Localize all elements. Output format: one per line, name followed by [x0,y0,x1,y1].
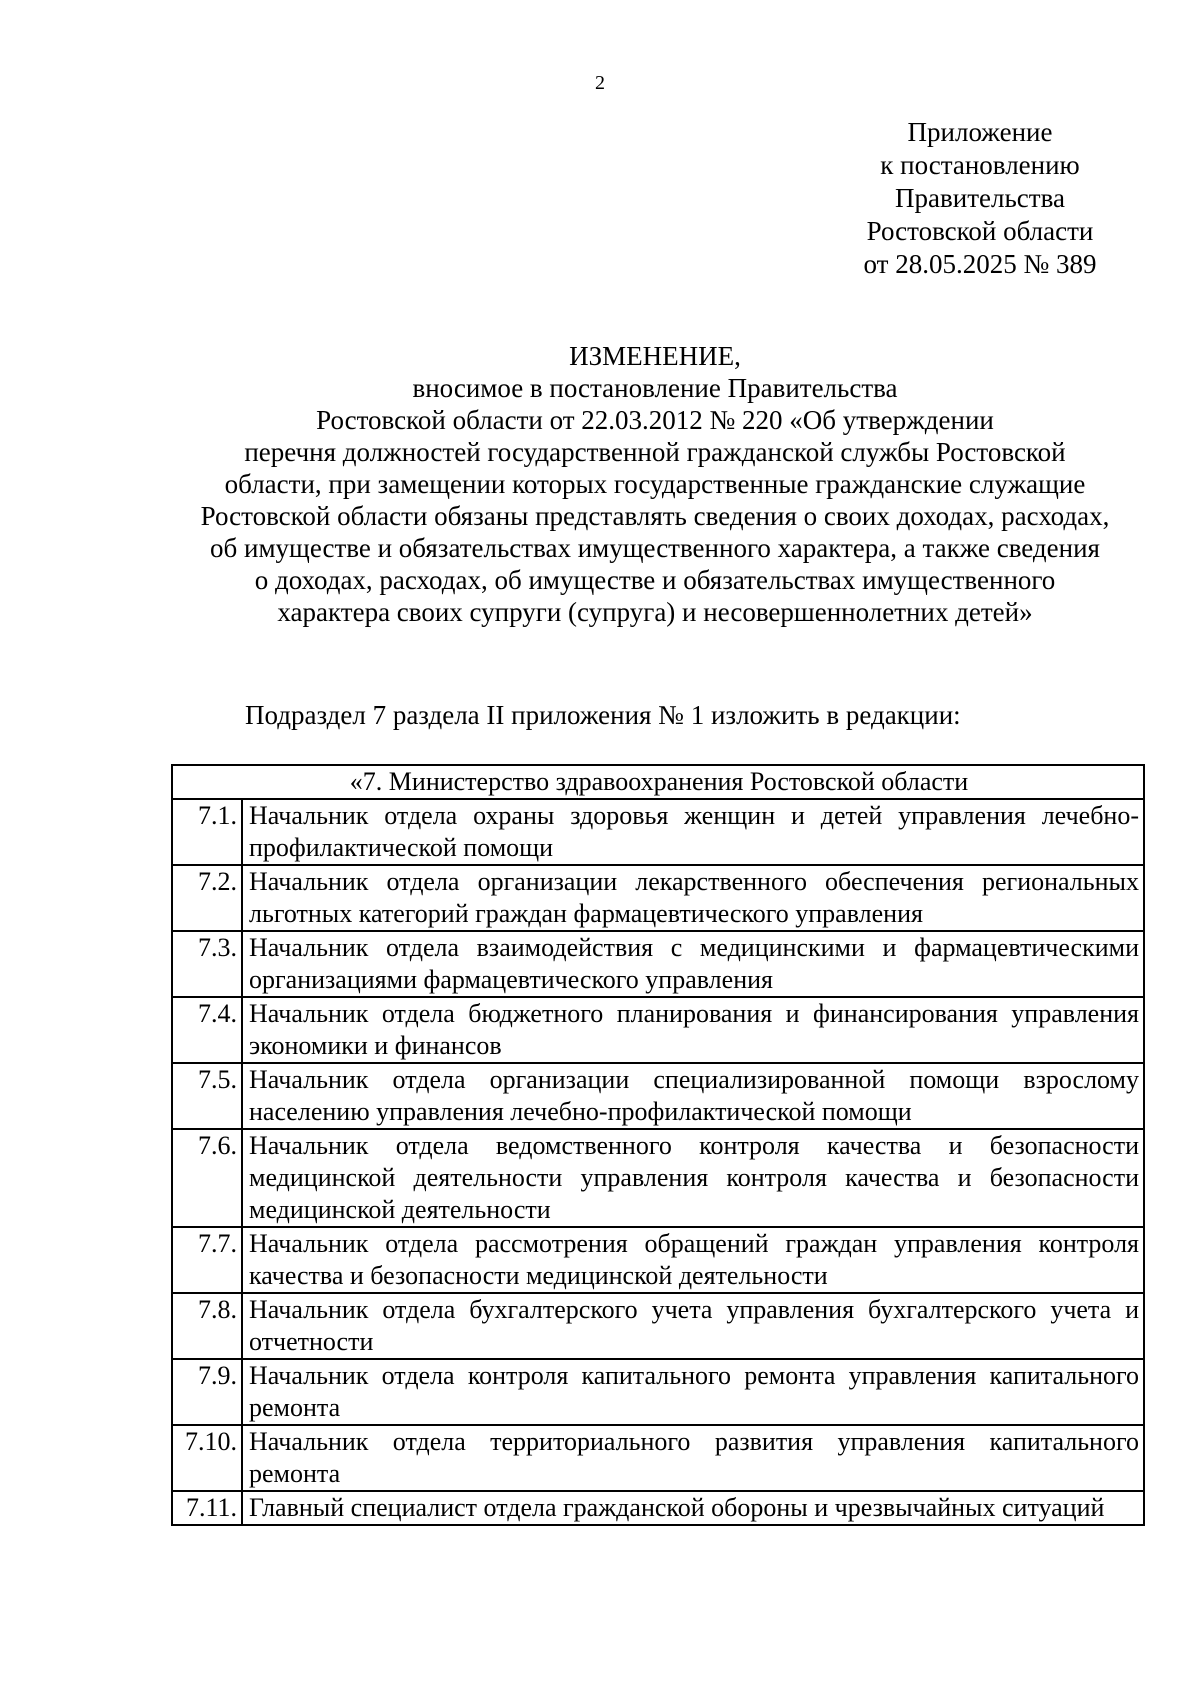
row-number: 7.11. [172,1491,242,1525]
row-number: 7.5. [172,1063,242,1129]
table-row [172,1293,1144,1359]
table-title-row [172,765,1144,799]
row-number: 7.8. [172,1293,242,1359]
row-text: Начальник отдела организации лекарственного обеспечения региональных льготных категорий граждан фармацевтического управления [242,865,1144,931]
row-number: 7.4. [172,997,242,1063]
heading-title: ИЗМЕНЕНИЕ, [569,341,741,371]
row-text: Начальник отдела бухгалтерского учета управления бухгалтерского учета и отчетности [242,1293,1144,1359]
appendix-line: Приложение [907,117,1053,147]
heading-line: вносимое в постановление Правительства [412,373,898,403]
row-number: 7.2. [172,865,242,931]
row-text: Начальник отдела охраны здоровья женщин и детей управления лечебно-профилактической помощи [242,799,1144,865]
heading-line: о доходах, расходах, об имуществе и обязательствах имущественного [254,565,1056,595]
table-row [172,1359,1144,1425]
table-row [172,1129,1144,1227]
row-number: 7.7. [172,1227,242,1293]
appendix-line: к постановлению [880,150,1080,180]
table-row [172,799,1144,865]
appendix-block [835,116,1125,281]
heading-line: об имуществе и обязательствах имущественного характера, а также сведения [210,533,1100,563]
intro-paragraph: Подраздел 7 раздела II приложения № 1 изложить в редакции: [245,700,961,730]
table-row [172,997,1144,1063]
table-title: «7. Министерство здравоохранения Ростовской области [172,765,1144,799]
page-number: 2 [595,72,605,94]
positions-table [171,764,1145,1526]
row-text: Начальник отдела территориального развития управления капитального ремонта [242,1425,1144,1491]
appendix-line: от 28.05.2025 № 389 [863,249,1097,279]
appendix-line: Правительства [895,183,1065,213]
row-text: Начальник отдела взаимодействия с медицинскими и фармацевтическими организациями фармацевтического управления [242,931,1144,997]
table-row [172,1063,1144,1129]
table-row [172,931,1144,997]
heading-line: характера своих супруги (супруга) и несовершеннолетних детей» [277,597,1033,627]
heading-line: Ростовской области обязаны представлять сведения о своих доходах, расходах, [200,501,1110,531]
row-number: 7.6. [172,1129,242,1227]
row-number: 7.9. [172,1359,242,1425]
row-number: 7.10. [172,1425,242,1491]
table-row [172,1227,1144,1293]
table-row [172,1491,1144,1525]
document-heading [160,340,1150,628]
row-text: Главный специалист отдела гражданской обороны и чрезвычайных ситуаций [242,1491,1144,1525]
row-number: 7.1. [172,799,242,865]
row-text: Начальник отдела контроля капитального ремонта управления капитального ремонта [242,1359,1144,1425]
heading-line: Ростовской области от 22.03.2012 № 220 «Об утверждении [316,405,994,435]
row-text: Начальник отдела бюджетного планирования и финансирования управления экономики и финансов [242,997,1144,1063]
row-text: Начальник отдела организации специализированной помощи взрослому населению управления лечебно-профилактической помощи [242,1063,1144,1129]
heading-line: области, при замещении которых государственные гражданские служащие [224,469,1086,499]
table-row [172,865,1144,931]
appendix-line: Ростовской области [866,216,1094,246]
row-text: Начальник отдела ведомственного контроля качества и безопасности медицинской деятельности управления контроля качества и безопасности медицинской деятельности [242,1129,1144,1227]
row-text: Начальник отдела рассмотрения обращений граждан управления контроля качества и безопасности медицинской деятельности [242,1227,1144,1293]
heading-line: перечня должностей государственной гражданской службы Ростовской [244,437,1066,467]
row-number: 7.3. [172,931,242,997]
table-row [172,1425,1144,1491]
